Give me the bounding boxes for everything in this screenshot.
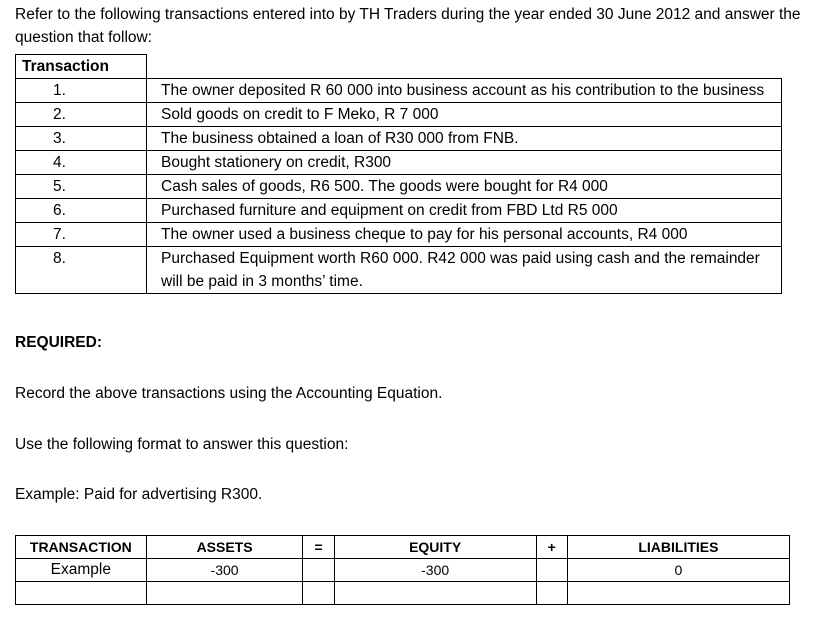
example-equity: -300 (334, 559, 536, 582)
transaction-number: 3. (53, 130, 66, 147)
format-example-row (16, 559, 790, 582)
transaction-number-cell (16, 79, 147, 103)
transaction-row (16, 127, 782, 151)
example-equals-cell (303, 559, 334, 582)
transaction-row (16, 199, 782, 223)
transaction-description: The owner deposited R 60 000 into business account as his contribution to the business (147, 79, 782, 103)
transaction-number: 2. (53, 106, 66, 123)
transactions-header-row (16, 55, 782, 79)
header-spacer (147, 55, 782, 79)
transaction-number: 1. (53, 82, 66, 99)
transaction-number: 6. (53, 202, 66, 219)
transaction-row (16, 247, 782, 294)
format-blank-row (16, 582, 790, 605)
transaction-description: Purchased Equipment worth R60 000. R42 000 was paid using cash and the remainder will be paid in 3 months’ time. (147, 247, 782, 294)
transaction-description: Purchased furniture and equipment on credit from FBD Ltd R5 000 (147, 199, 782, 223)
blank-cell (536, 582, 567, 605)
transaction-number-cell (16, 151, 147, 175)
transaction-number-cell (16, 199, 147, 223)
transaction-row (16, 103, 782, 127)
transaction-description: Bought stationery on credit, R300 (147, 151, 782, 175)
instruction-text: Record the above transactions using the Accounting Equation. (15, 385, 443, 402)
transaction-number-cell (16, 175, 147, 199)
blank-cell (567, 582, 789, 605)
header-assets: ASSETS (146, 536, 303, 559)
header-equity: EQUITY (334, 536, 536, 559)
example-text: Example: Paid for advertising R300. (15, 486, 263, 503)
format-text: Use the following format to answer this question: (15, 436, 349, 453)
header-liabilities: LIABILITIES (567, 536, 789, 559)
transaction-number: 5. (53, 178, 66, 195)
format-header-row (16, 536, 790, 559)
header-equals: = (303, 536, 334, 559)
transaction-number-cell (16, 127, 147, 151)
header-transaction: TRANSACTION (16, 536, 147, 559)
transactions-table (15, 54, 782, 294)
transaction-row (16, 175, 782, 199)
header-plus: + (536, 536, 567, 559)
transaction-number-cell (16, 247, 147, 294)
transaction-number: 7. (53, 226, 66, 243)
transaction-number-cell (16, 103, 147, 127)
transaction-description: The owner used a business cheque to pay for his personal accounts, R4 000 (147, 223, 782, 247)
blank-cell (16, 582, 147, 605)
transaction-row (16, 79, 782, 103)
transaction-number: 8. (53, 250, 66, 267)
example-assets: -300 (146, 559, 303, 582)
transaction-row (16, 223, 782, 247)
blank-cell (334, 582, 536, 605)
transaction-description: The business obtained a loan of R30 000 from FNB. (147, 127, 782, 151)
answer-format-table (15, 535, 790, 605)
example-liabilities: 0 (567, 559, 789, 582)
transactions-header: Transaction (16, 55, 147, 79)
transaction-number: 4. (53, 154, 66, 171)
blank-cell (303, 582, 334, 605)
example-plus-cell (536, 559, 567, 582)
blank-cell (146, 582, 303, 605)
transaction-description: Sold goods on credit to F Meko, R 7 000 (147, 103, 782, 127)
example-label: Example (16, 559, 147, 582)
required-heading: REQUIRED: (15, 334, 102, 351)
transaction-row (16, 151, 782, 175)
intro-text: Refer to the following transactions entered into by TH Traders during the year ended 30 June 2012 and answer the question that follow: (15, 6, 801, 46)
transaction-number-cell (16, 223, 147, 247)
transaction-description: Cash sales of goods, R6 500. The goods were bought for R4 000 (147, 175, 782, 199)
